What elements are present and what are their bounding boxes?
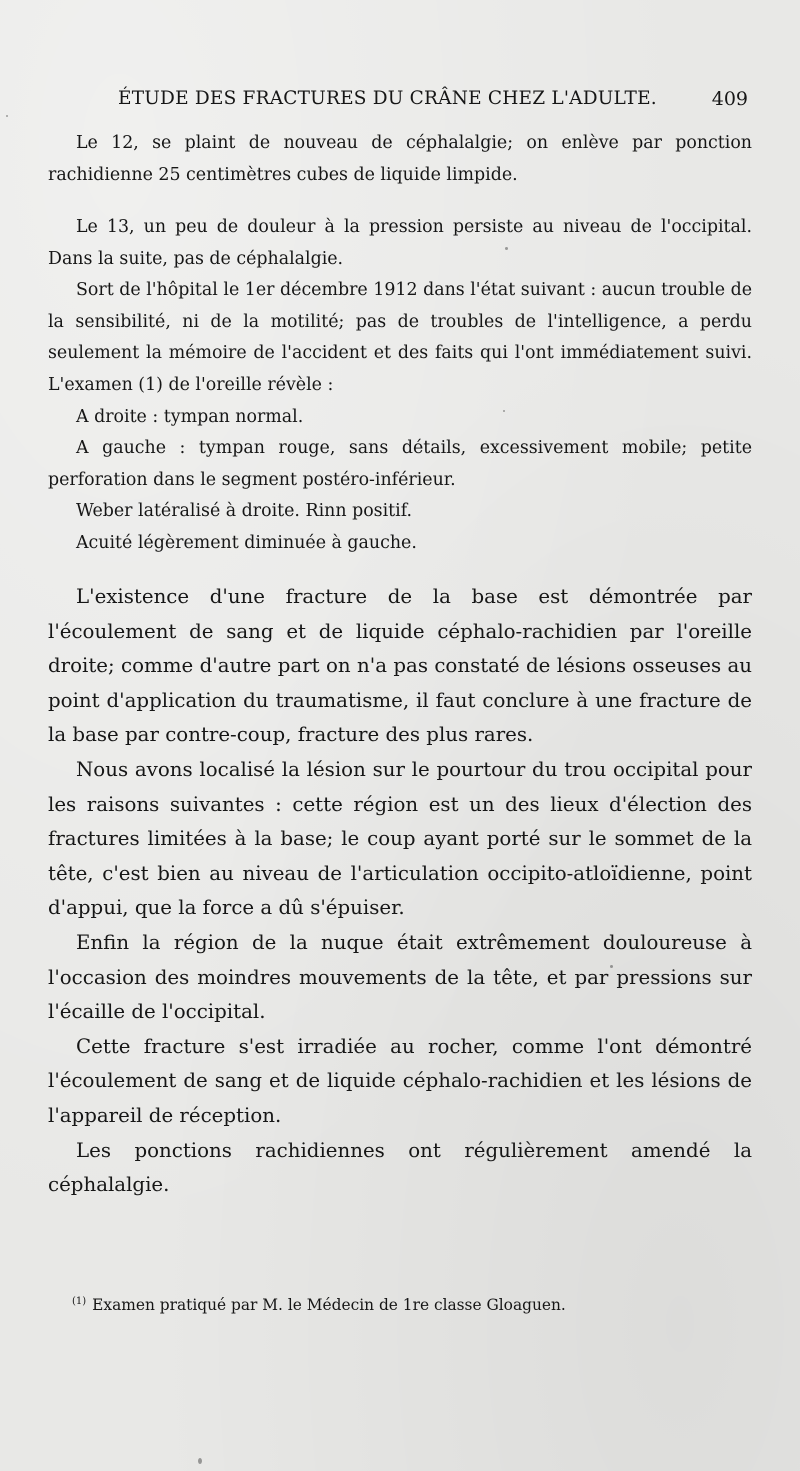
page-number: 409	[711, 88, 748, 110]
running-title: ÉTUDE DES FRACTURES DU CRÂNE CHEZ L'ADULTE.	[118, 88, 657, 109]
case-note-line: Weber latéralisé à droite. Rinn positif.	[76, 501, 413, 522]
discussion-paragraph: Nous avons localisé la lésion sur le pourtour du trou occipital pour les raisons suivantes : cette région est un des lieux d'élection des fractures limitées à la base; le coup ayant porté sur le sommet de la tête, c'est bien au niveau de l'articulation occipito-atloïdienne, point d'appui, que la force a dû s'épuiser.	[48, 757, 752, 920]
case-notes-block-2	[48, 212, 752, 560]
case-note-paragraph: Le 12, se plaint de nouveau de céphalalgie; on enlève par ponction rachidienne 25 centimètres cubes de liquide limpide.	[48, 133, 752, 185]
case-notes-block-1	[48, 128, 752, 191]
footnote	[72, 1290, 752, 1317]
case-note-paragraph: Sort de l'hôpital le 1er décembre 1912 dans l'état suivant : aucun trouble de la sensibilité, ni de la motilité; pas de troubles de l'intelligence, a perdu seulement la mémoire de l'accident et des faits qui l'ont immédiatement suivi. L'examen (1) de l'oreille révèle :	[48, 280, 752, 395]
discussion-paragraph: Cette fracture s'est irradiée au rocher, comme l'ont démontré l'écoulement de sang et de liquide céphalo-rachidien et les lésions de l'appareil de réception.	[48, 1034, 752, 1127]
case-note-paragraph: A gauche : tympan rouge, sans détails, excessivement mobile; petite perforation dans le segment postéro-inférieur.	[48, 438, 752, 490]
case-note-line: A droite : tympan normal.	[76, 406, 304, 427]
discussion-paragraph: Enfin la région de la nuque était extrêmement douloureuse à l'occasion des moindres mouvements de la tête, et par pressions sur l'écaille de l'occipital.	[48, 930, 752, 1024]
page-header	[118, 88, 748, 116]
discussion-paragraph: L'existence d'une fracture de la base est démontrée par l'écoulement de sang et de liquide céphalo-rachidien par l'oreille droite; comme d'autre part on n'a pas constaté de lésions osseuses au point d'application du traumatisme, il faut conclure à une fracture de la base par contre-coup, fracture des plus rares.	[48, 585, 752, 747]
footnote-text: Examen pratiqué par M. le Médecin de 1re classe Gloaguen.	[92, 1296, 566, 1315]
case-note-line: Acuité légèrement diminuée à gauche.	[76, 532, 417, 553]
discussion-paragraph: Les ponctions rachidiennes ont régulièrement amendé la céphalalgie.	[48, 1138, 752, 1197]
footnote-marker: (1)	[72, 1296, 87, 1307]
discussion-block	[48, 580, 752, 1203]
case-note-paragraph: Le 13, un peu de douleur à la pression persiste au niveau de l'occipital. Dans la suite, pas de céphalalgie.	[48, 217, 752, 269]
